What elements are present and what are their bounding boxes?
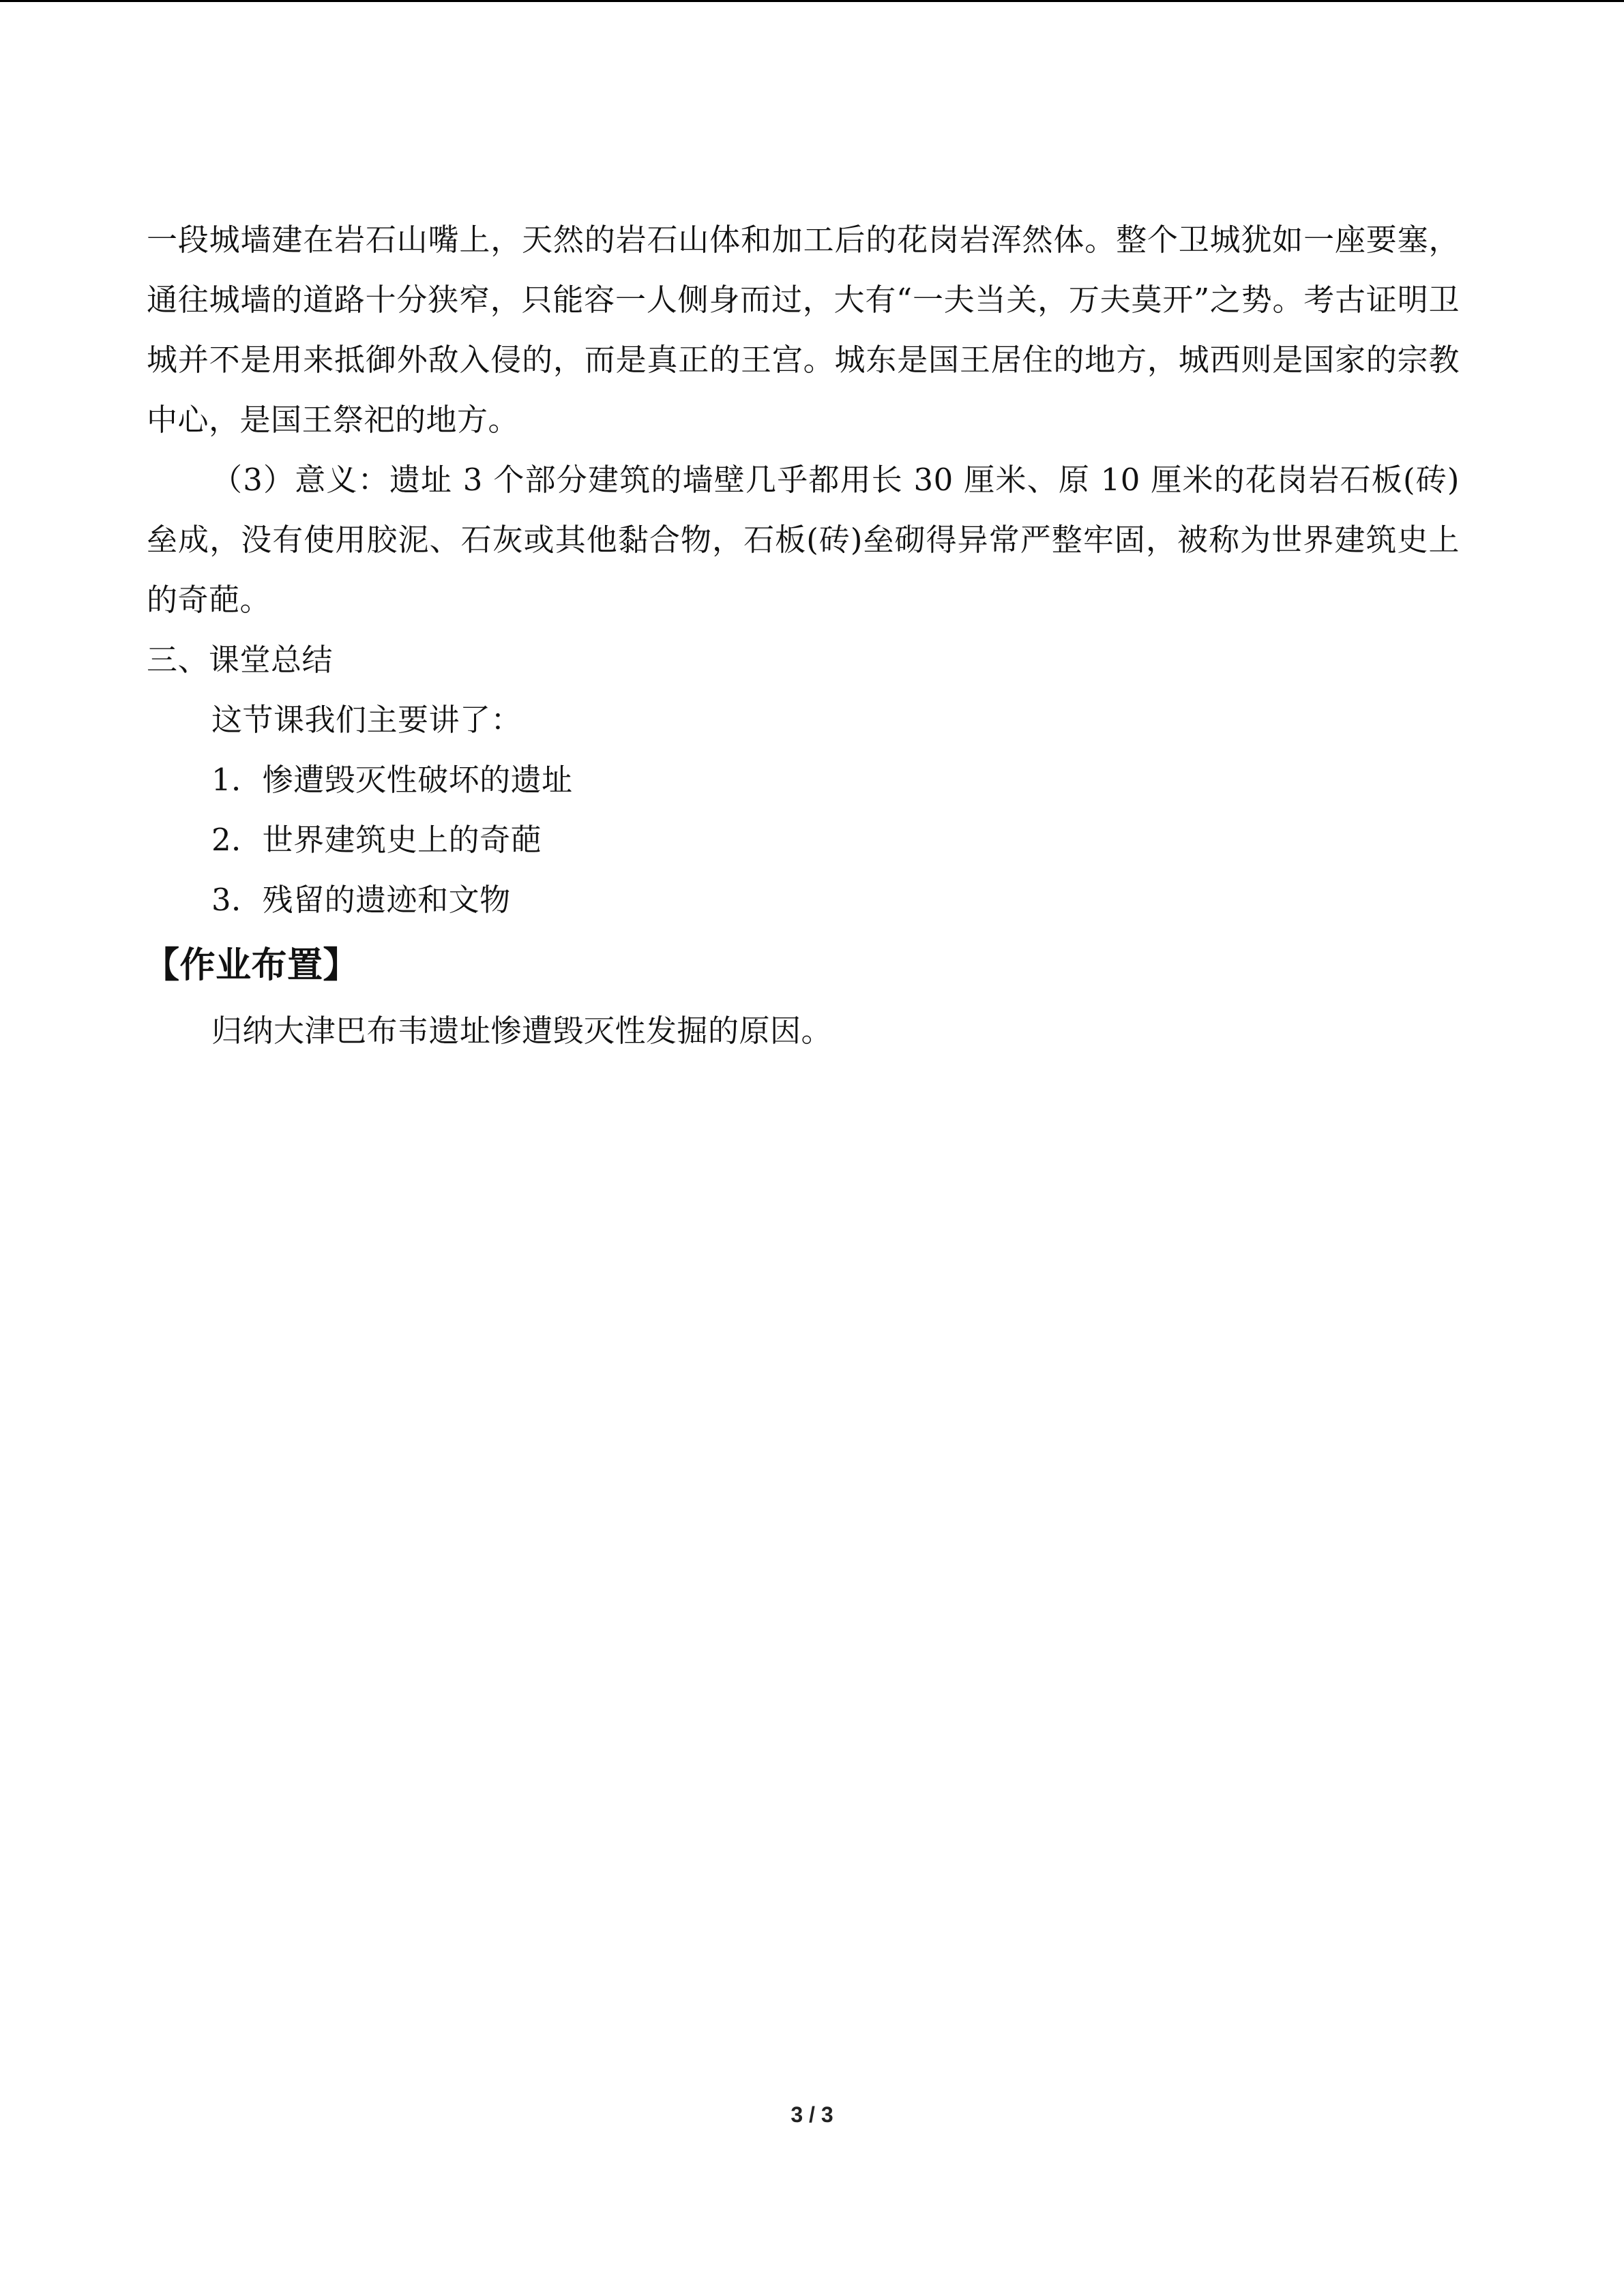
summary-item: 2．世界建筑史上的奇葩: [211, 822, 542, 858]
homework-text: 归纳大津巴布韦遗址惨遭毁灭性发掘的原因。: [211, 1013, 833, 1049]
paragraph-acropolis: 一段城墙建在岩石山嘴上，天然的岩石山体和加工后的花岗岩浑然体。整个卫城犹如一座要塞，通往城墙的道路十分狭窄，只能容一人侧身而过，大有“一夫当关，万夫莫开”之势。考古证明卫城并不是用来抵御外敌入侵的，而是真正的王宫。城东是国王居住的地方，城西则是国家的宗教中心，是国王祭祀的地方。: [147, 222, 1460, 438]
summary-item: 3．残留的遗迹和文物: [211, 882, 511, 918]
homework-heading: 【作业布置】: [144, 945, 359, 986]
section-heading-summary: 三、课堂总结: [147, 642, 334, 678]
paragraph-significance: （3）意义：遗址 3 个部分建筑的墙壁几乎都用长 30 厘米、原 10 厘米的花岗岩石板(砖)垒成，没有使用胶泥、石灰或其他黏合物，石板(砖)垒砌得异常严整牢固，被称为世界建筑史上的奇葩。: [147, 462, 1460, 618]
document-body: [144, 210, 1460, 1061]
summary-item: 1．惨遭毁灭性破坏的遗址: [211, 762, 573, 798]
summary-intro: 这节课我们主要讲了：: [211, 702, 522, 738]
page-number: 3 / 3: [791, 2102, 833, 2127]
